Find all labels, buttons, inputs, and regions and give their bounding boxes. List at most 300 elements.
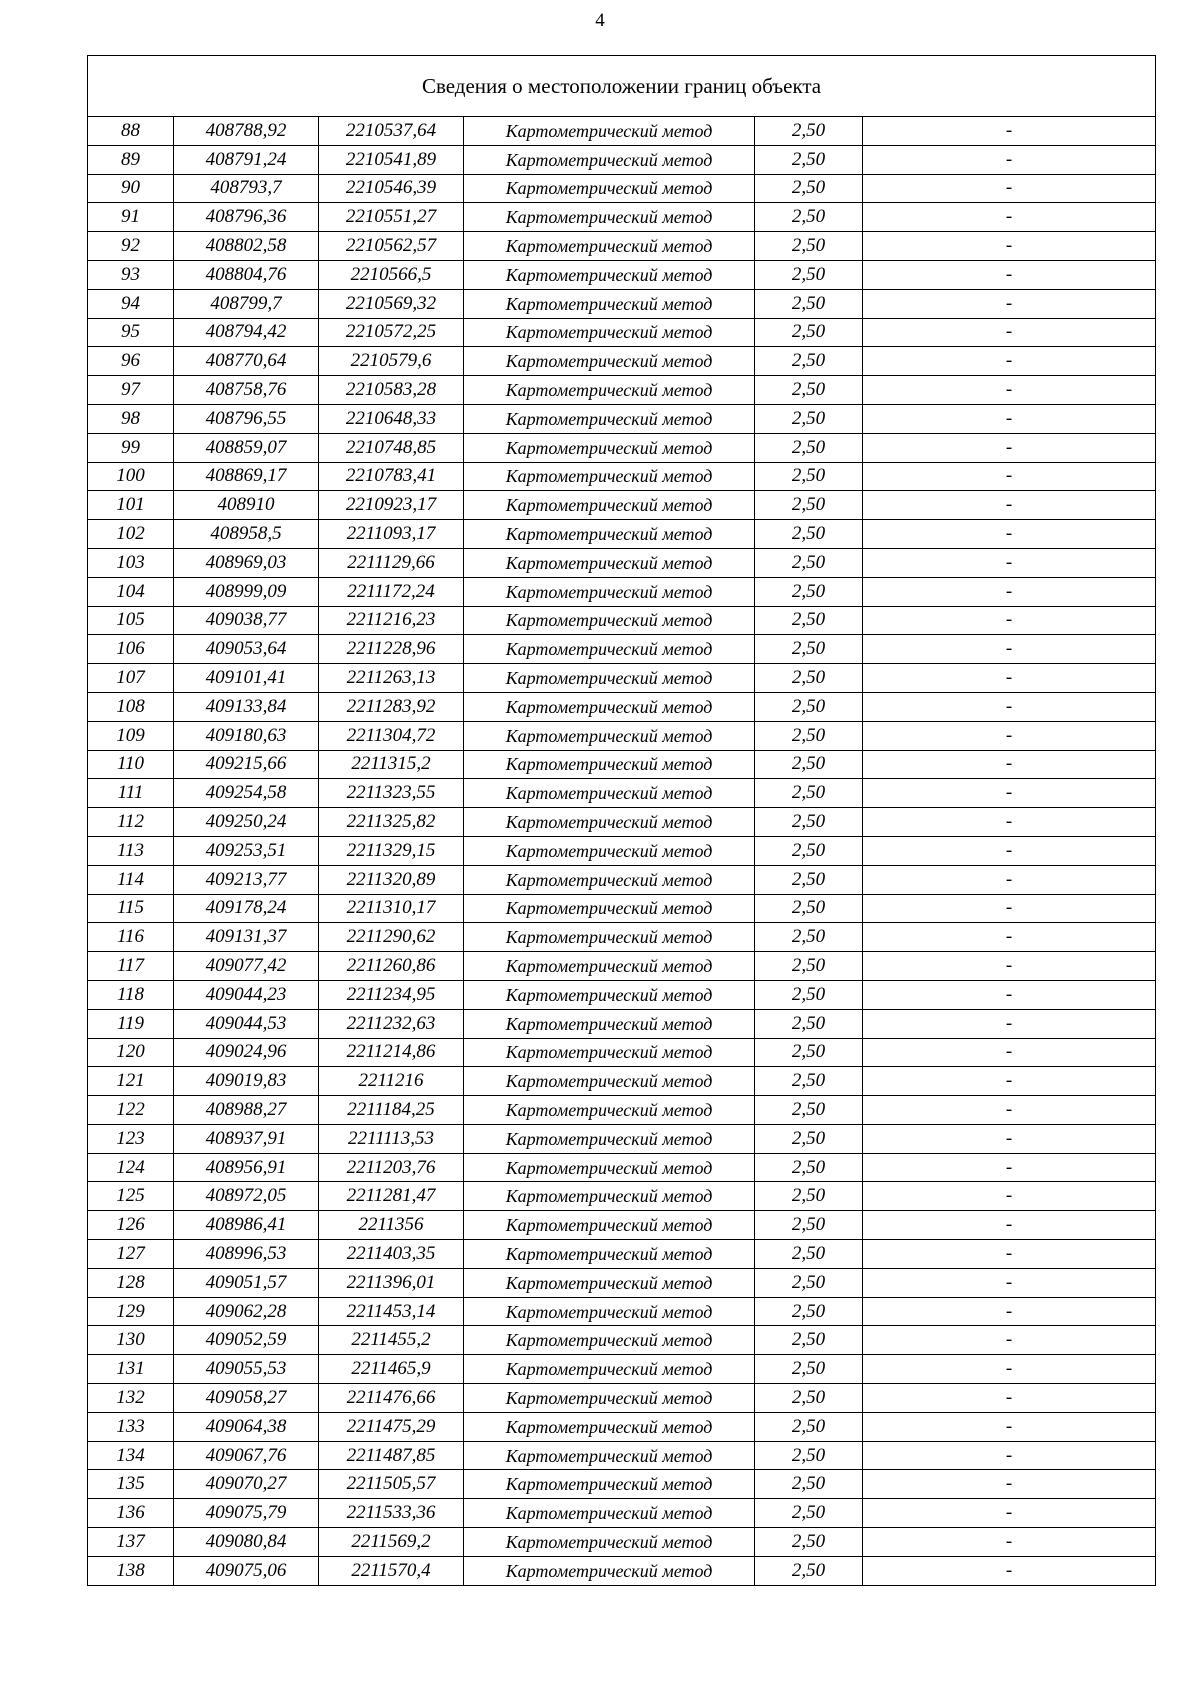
accuracy-cell: 2,50 xyxy=(755,1096,863,1125)
x-coordinate-cell: 409075,06 xyxy=(174,1556,319,1585)
x-coordinate-cell: 409052,59 xyxy=(174,1326,319,1355)
table-row xyxy=(88,1124,1156,1153)
accuracy-cell: 2,50 xyxy=(755,779,863,808)
page-number: 4 xyxy=(595,10,605,31)
y-coordinate-cell: 2211263,13 xyxy=(319,664,464,693)
method-cell: Картометрический метод xyxy=(464,980,755,1009)
point-number-cell: 131 xyxy=(88,1355,174,1384)
table-row xyxy=(88,865,1156,894)
description-cell: - xyxy=(863,347,1156,376)
x-coordinate-cell: 408758,76 xyxy=(174,376,319,405)
table-row xyxy=(88,779,1156,808)
accuracy-cell: 2,50 xyxy=(755,1355,863,1384)
method-cell: Картометрический метод xyxy=(464,117,755,146)
method-cell: Картометрический метод xyxy=(464,606,755,635)
point-number-cell: 124 xyxy=(88,1153,174,1182)
method-cell: Картометрический метод xyxy=(464,952,755,981)
description-cell: - xyxy=(863,376,1156,405)
description-cell: - xyxy=(863,174,1156,203)
table-row xyxy=(88,1038,1156,1067)
y-coordinate-cell: 2211304,72 xyxy=(319,721,464,750)
description-cell: - xyxy=(863,520,1156,549)
x-coordinate-cell: 408799,7 xyxy=(174,289,319,318)
method-cell: Картометрический метод xyxy=(464,318,755,347)
y-coordinate-cell: 2211329,15 xyxy=(319,836,464,865)
accuracy-cell: 2,50 xyxy=(755,520,863,549)
description-cell: - xyxy=(863,462,1156,491)
x-coordinate-cell: 408958,5 xyxy=(174,520,319,549)
point-number-cell: 134 xyxy=(88,1441,174,1470)
y-coordinate-cell: 2210579,6 xyxy=(319,347,464,376)
method-cell: Картометрический метод xyxy=(464,260,755,289)
accuracy-cell: 2,50 xyxy=(755,1499,863,1528)
point-number-cell: 116 xyxy=(88,923,174,952)
description-cell: - xyxy=(863,404,1156,433)
x-coordinate-cell: 409254,58 xyxy=(174,779,319,808)
x-coordinate-cell: 408802,58 xyxy=(174,232,319,261)
accuracy-cell: 2,50 xyxy=(755,1009,863,1038)
point-number-cell: 119 xyxy=(88,1009,174,1038)
accuracy-cell: 2,50 xyxy=(755,1470,863,1499)
method-cell: Картометрический метод xyxy=(464,1153,755,1182)
method-cell: Картометрический метод xyxy=(464,520,755,549)
y-coordinate-cell: 2211290,62 xyxy=(319,923,464,952)
x-coordinate-cell: 408969,03 xyxy=(174,548,319,577)
accuracy-cell: 2,50 xyxy=(755,664,863,693)
description-cell: - xyxy=(863,260,1156,289)
point-number-cell: 118 xyxy=(88,980,174,1009)
y-coordinate-cell: 2210551,27 xyxy=(319,203,464,232)
accuracy-cell: 2,50 xyxy=(755,577,863,606)
accuracy-cell: 2,50 xyxy=(755,376,863,405)
table-title-row xyxy=(88,56,1156,117)
method-cell: Картометрический метод xyxy=(464,433,755,462)
x-coordinate-cell: 409215,66 xyxy=(174,750,319,779)
description-cell: - xyxy=(863,980,1156,1009)
point-number-cell: 132 xyxy=(88,1384,174,1413)
accuracy-cell: 2,50 xyxy=(755,1556,863,1585)
point-number-cell: 98 xyxy=(88,404,174,433)
y-coordinate-cell: 2211310,17 xyxy=(319,894,464,923)
description-cell: - xyxy=(863,635,1156,664)
description-cell: - xyxy=(863,808,1156,837)
point-number-cell: 120 xyxy=(88,1038,174,1067)
point-number-cell: 133 xyxy=(88,1412,174,1441)
y-coordinate-cell: 2211093,17 xyxy=(319,520,464,549)
table-row xyxy=(88,1211,1156,1240)
description-cell: - xyxy=(863,1268,1156,1297)
y-coordinate-cell: 2211260,86 xyxy=(319,952,464,981)
accuracy-cell: 2,50 xyxy=(755,1153,863,1182)
y-coordinate-cell: 2211129,66 xyxy=(319,548,464,577)
point-number-cell: 127 xyxy=(88,1240,174,1269)
method-cell: Картометрический метод xyxy=(464,865,755,894)
y-coordinate-cell: 2211113,53 xyxy=(319,1124,464,1153)
x-coordinate-cell: 408791,24 xyxy=(174,145,319,174)
y-coordinate-cell: 2210562,57 xyxy=(319,232,464,261)
y-coordinate-cell: 2211403,35 xyxy=(319,1240,464,1269)
method-cell: Картометрический метод xyxy=(464,1556,755,1585)
point-number-cell: 135 xyxy=(88,1470,174,1499)
table-row xyxy=(88,1470,1156,1499)
x-coordinate-cell: 408804,76 xyxy=(174,260,319,289)
x-coordinate-cell: 409038,77 xyxy=(174,606,319,635)
accuracy-cell: 2,50 xyxy=(755,145,863,174)
table-row xyxy=(88,1556,1156,1585)
y-coordinate-cell: 2210583,28 xyxy=(319,376,464,405)
point-number-cell: 105 xyxy=(88,606,174,635)
x-coordinate-cell: 408793,7 xyxy=(174,174,319,203)
x-coordinate-cell: 409180,63 xyxy=(174,721,319,750)
x-coordinate-cell: 409019,83 xyxy=(174,1067,319,1096)
accuracy-cell: 2,50 xyxy=(755,1211,863,1240)
table-row xyxy=(88,836,1156,865)
method-cell: Картометрический метод xyxy=(464,1412,755,1441)
point-number-cell: 106 xyxy=(88,635,174,664)
accuracy-cell: 2,50 xyxy=(755,750,863,779)
accuracy-cell: 2,50 xyxy=(755,1528,863,1557)
point-number-cell: 136 xyxy=(88,1499,174,1528)
point-number-cell: 91 xyxy=(88,203,174,232)
method-cell: Картометрический метод xyxy=(464,750,755,779)
x-coordinate-cell: 408986,41 xyxy=(174,1211,319,1240)
accuracy-cell: 2,50 xyxy=(755,808,863,837)
description-cell: - xyxy=(863,1096,1156,1125)
y-coordinate-cell: 2211356 xyxy=(319,1211,464,1240)
point-number-cell: 95 xyxy=(88,318,174,347)
method-cell: Картометрический метод xyxy=(464,1528,755,1557)
accuracy-cell: 2,50 xyxy=(755,692,863,721)
description-cell: - xyxy=(863,1528,1156,1557)
accuracy-cell: 2,50 xyxy=(755,1182,863,1211)
x-coordinate-cell: 409253,51 xyxy=(174,836,319,865)
y-coordinate-cell: 2211455,2 xyxy=(319,1326,464,1355)
accuracy-cell: 2,50 xyxy=(755,1297,863,1326)
point-number-cell: 90 xyxy=(88,174,174,203)
table-row xyxy=(88,692,1156,721)
method-cell: Картометрический метод xyxy=(464,376,755,405)
x-coordinate-cell: 409024,96 xyxy=(174,1038,319,1067)
method-cell: Картометрический метод xyxy=(464,664,755,693)
description-cell: - xyxy=(863,1211,1156,1240)
description-cell: - xyxy=(863,1441,1156,1470)
y-coordinate-cell: 2210572,25 xyxy=(319,318,464,347)
method-cell: Картометрический метод xyxy=(464,1499,755,1528)
accuracy-cell: 2,50 xyxy=(755,1124,863,1153)
table-row xyxy=(88,462,1156,491)
point-number-cell: 102 xyxy=(88,520,174,549)
table-row xyxy=(88,1240,1156,1269)
description-cell: - xyxy=(863,923,1156,952)
description-cell: - xyxy=(863,692,1156,721)
method-cell: Картометрический метод xyxy=(464,145,755,174)
table-row xyxy=(88,1297,1156,1326)
point-number-cell: 92 xyxy=(88,232,174,261)
table-body xyxy=(88,56,1156,1586)
table-row xyxy=(88,1067,1156,1096)
accuracy-cell: 2,50 xyxy=(755,721,863,750)
accuracy-cell: 2,50 xyxy=(755,952,863,981)
table-row xyxy=(88,1441,1156,1470)
method-cell: Картометрический метод xyxy=(464,721,755,750)
accuracy-cell: 2,50 xyxy=(755,980,863,1009)
table-row xyxy=(88,318,1156,347)
accuracy-cell: 2,50 xyxy=(755,318,863,347)
y-coordinate-cell: 2211283,92 xyxy=(319,692,464,721)
table-row xyxy=(88,376,1156,405)
y-coordinate-cell: 2211203,76 xyxy=(319,1153,464,1182)
y-coordinate-cell: 2211281,47 xyxy=(319,1182,464,1211)
point-number-cell: 114 xyxy=(88,865,174,894)
point-number-cell: 94 xyxy=(88,289,174,318)
description-cell: - xyxy=(863,865,1156,894)
method-cell: Картометрический метод xyxy=(464,808,755,837)
x-coordinate-cell: 409101,41 xyxy=(174,664,319,693)
y-coordinate-cell: 2210566,5 xyxy=(319,260,464,289)
y-coordinate-cell: 2211487,85 xyxy=(319,1441,464,1470)
point-number-cell: 126 xyxy=(88,1211,174,1240)
x-coordinate-cell: 408910 xyxy=(174,491,319,520)
x-coordinate-cell: 409070,27 xyxy=(174,1470,319,1499)
method-cell: Картометрический метод xyxy=(464,1441,755,1470)
point-number-cell: 115 xyxy=(88,894,174,923)
x-coordinate-cell: 408788,92 xyxy=(174,117,319,146)
point-number-cell: 123 xyxy=(88,1124,174,1153)
y-coordinate-cell: 2211453,14 xyxy=(319,1297,464,1326)
table-row xyxy=(88,1268,1156,1297)
x-coordinate-cell: 408996,53 xyxy=(174,1240,319,1269)
table-row xyxy=(88,664,1156,693)
method-cell: Картометрический метод xyxy=(464,347,755,376)
table-row xyxy=(88,635,1156,664)
table-row xyxy=(88,1499,1156,1528)
accuracy-cell: 2,50 xyxy=(755,1038,863,1067)
point-number-cell: 88 xyxy=(88,117,174,146)
x-coordinate-cell: 409133,84 xyxy=(174,692,319,721)
accuracy-cell: 2,50 xyxy=(755,491,863,520)
y-coordinate-cell: 2211228,96 xyxy=(319,635,464,664)
method-cell: Картометрический метод xyxy=(464,1124,755,1153)
description-cell: - xyxy=(863,1067,1156,1096)
table-row xyxy=(88,520,1156,549)
accuracy-cell: 2,50 xyxy=(755,894,863,923)
x-coordinate-cell: 409213,77 xyxy=(174,865,319,894)
point-number-cell: 125 xyxy=(88,1182,174,1211)
point-number-cell: 129 xyxy=(88,1297,174,1326)
accuracy-cell: 2,50 xyxy=(755,836,863,865)
description-cell: - xyxy=(863,1412,1156,1441)
accuracy-cell: 2,50 xyxy=(755,203,863,232)
accuracy-cell: 2,50 xyxy=(755,260,863,289)
description-cell: - xyxy=(863,1038,1156,1067)
method-cell: Картометрический метод xyxy=(464,491,755,520)
y-coordinate-cell: 2211315,2 xyxy=(319,750,464,779)
table-row xyxy=(88,577,1156,606)
method-cell: Картометрический метод xyxy=(464,1067,755,1096)
description-cell: - xyxy=(863,117,1156,146)
x-coordinate-cell: 408956,91 xyxy=(174,1153,319,1182)
table-row xyxy=(88,1096,1156,1125)
point-number-cell: 104 xyxy=(88,577,174,606)
description-cell: - xyxy=(863,1355,1156,1384)
point-number-cell: 138 xyxy=(88,1556,174,1585)
x-coordinate-cell: 409044,23 xyxy=(174,980,319,1009)
point-number-cell: 107 xyxy=(88,664,174,693)
description-cell: - xyxy=(863,203,1156,232)
x-coordinate-cell: 408859,07 xyxy=(174,433,319,462)
description-cell: - xyxy=(863,1297,1156,1326)
point-number-cell: 93 xyxy=(88,260,174,289)
point-number-cell: 108 xyxy=(88,692,174,721)
description-cell: - xyxy=(863,548,1156,577)
y-coordinate-cell: 2211214,86 xyxy=(319,1038,464,1067)
point-number-cell: 122 xyxy=(88,1096,174,1125)
table-row xyxy=(88,923,1156,952)
x-coordinate-cell: 409058,27 xyxy=(174,1384,319,1413)
method-cell: Картометрический метод xyxy=(464,692,755,721)
y-coordinate-cell: 2211396,01 xyxy=(319,1268,464,1297)
method-cell: Картометрический метод xyxy=(464,1297,755,1326)
point-number-cell: 96 xyxy=(88,347,174,376)
method-cell: Картометрический метод xyxy=(464,1326,755,1355)
x-coordinate-cell: 409131,37 xyxy=(174,923,319,952)
table-row xyxy=(88,606,1156,635)
x-coordinate-cell: 409178,24 xyxy=(174,894,319,923)
accuracy-cell: 2,50 xyxy=(755,635,863,664)
point-number-cell: 109 xyxy=(88,721,174,750)
y-coordinate-cell: 2210537,64 xyxy=(319,117,464,146)
accuracy-cell: 2,50 xyxy=(755,1412,863,1441)
method-cell: Картометрический метод xyxy=(464,1355,755,1384)
accuracy-cell: 2,50 xyxy=(755,404,863,433)
accuracy-cell: 2,50 xyxy=(755,289,863,318)
table-row xyxy=(88,1009,1156,1038)
accuracy-cell: 2,50 xyxy=(755,1384,863,1413)
method-cell: Картометрический метод xyxy=(464,462,755,491)
table-row xyxy=(88,1412,1156,1441)
description-cell: - xyxy=(863,1556,1156,1585)
table-row xyxy=(88,808,1156,837)
method-cell: Картометрический метод xyxy=(464,894,755,923)
y-coordinate-cell: 2211325,82 xyxy=(319,808,464,837)
table-row xyxy=(88,433,1156,462)
table-row xyxy=(88,117,1156,146)
description-cell: - xyxy=(863,1240,1156,1269)
y-coordinate-cell: 2211172,24 xyxy=(319,577,464,606)
description-cell: - xyxy=(863,952,1156,981)
y-coordinate-cell: 2211320,89 xyxy=(319,865,464,894)
table-row xyxy=(88,952,1156,981)
method-cell: Картометрический метод xyxy=(464,404,755,433)
description-cell: - xyxy=(863,318,1156,347)
method-cell: Картометрический метод xyxy=(464,1211,755,1240)
description-cell: - xyxy=(863,721,1156,750)
point-number-cell: 89 xyxy=(88,145,174,174)
y-coordinate-cell: 2211570,4 xyxy=(319,1556,464,1585)
method-cell: Картометрический метод xyxy=(464,923,755,952)
table-row xyxy=(88,721,1156,750)
method-cell: Картометрический метод xyxy=(464,1384,755,1413)
table-row xyxy=(88,1528,1156,1557)
y-coordinate-cell: 2211569,2 xyxy=(319,1528,464,1557)
x-coordinate-cell: 408972,05 xyxy=(174,1182,319,1211)
y-coordinate-cell: 2210541,89 xyxy=(319,145,464,174)
x-coordinate-cell: 409064,38 xyxy=(174,1412,319,1441)
table-row xyxy=(88,289,1156,318)
table-row xyxy=(88,980,1156,1009)
table-row xyxy=(88,548,1156,577)
accuracy-cell: 2,50 xyxy=(755,923,863,952)
description-cell: - xyxy=(863,1182,1156,1211)
boundary-table xyxy=(87,55,1156,1586)
y-coordinate-cell: 2210923,17 xyxy=(319,491,464,520)
y-coordinate-cell: 2211184,25 xyxy=(319,1096,464,1125)
point-number-cell: 113 xyxy=(88,836,174,865)
point-number-cell: 99 xyxy=(88,433,174,462)
accuracy-cell: 2,50 xyxy=(755,117,863,146)
table-row xyxy=(88,1326,1156,1355)
table-row xyxy=(88,491,1156,520)
x-coordinate-cell: 409053,64 xyxy=(174,635,319,664)
description-cell: - xyxy=(863,1499,1156,1528)
description-cell: - xyxy=(863,232,1156,261)
y-coordinate-cell: 2211465,9 xyxy=(319,1355,464,1384)
y-coordinate-cell: 2211234,95 xyxy=(319,980,464,1009)
x-coordinate-cell: 409067,76 xyxy=(174,1441,319,1470)
description-cell: - xyxy=(863,779,1156,808)
description-cell: - xyxy=(863,1009,1156,1038)
table-row xyxy=(88,203,1156,232)
x-coordinate-cell: 409044,53 xyxy=(174,1009,319,1038)
x-coordinate-cell: 409077,42 xyxy=(174,952,319,981)
description-cell: - xyxy=(863,836,1156,865)
method-cell: Картометрический метод xyxy=(464,1182,755,1211)
y-coordinate-cell: 2211323,55 xyxy=(319,779,464,808)
description-cell: - xyxy=(863,289,1156,318)
y-coordinate-cell: 2211216 xyxy=(319,1067,464,1096)
x-coordinate-cell: 408937,91 xyxy=(174,1124,319,1153)
y-coordinate-cell: 2211533,36 xyxy=(319,1499,464,1528)
accuracy-cell: 2,50 xyxy=(755,232,863,261)
table-row xyxy=(88,1384,1156,1413)
method-cell: Картометрический метод xyxy=(464,1470,755,1499)
method-cell: Картометрический метод xyxy=(464,1240,755,1269)
x-coordinate-cell: 409250,24 xyxy=(174,808,319,837)
method-cell: Картометрический метод xyxy=(464,174,755,203)
accuracy-cell: 2,50 xyxy=(755,174,863,203)
method-cell: Картометрический метод xyxy=(464,635,755,664)
accuracy-cell: 2,50 xyxy=(755,1441,863,1470)
description-cell: - xyxy=(863,577,1156,606)
point-number-cell: 112 xyxy=(88,808,174,837)
x-coordinate-cell: 408999,09 xyxy=(174,577,319,606)
y-coordinate-cell: 2210569,32 xyxy=(319,289,464,318)
description-cell: - xyxy=(863,894,1156,923)
table-row xyxy=(88,1355,1156,1384)
description-cell: - xyxy=(863,1384,1156,1413)
point-number-cell: 117 xyxy=(88,952,174,981)
y-coordinate-cell: 2211475,29 xyxy=(319,1412,464,1441)
table-row xyxy=(88,1153,1156,1182)
y-coordinate-cell: 2210783,41 xyxy=(319,462,464,491)
table-title: Сведения о местоположении границ объекта xyxy=(88,56,1156,117)
accuracy-cell: 2,50 xyxy=(755,1240,863,1269)
point-number-cell: 137 xyxy=(88,1528,174,1557)
method-cell: Картометрический метод xyxy=(464,1096,755,1125)
point-number-cell: 110 xyxy=(88,750,174,779)
x-coordinate-cell: 408796,36 xyxy=(174,203,319,232)
x-coordinate-cell: 408988,27 xyxy=(174,1096,319,1125)
